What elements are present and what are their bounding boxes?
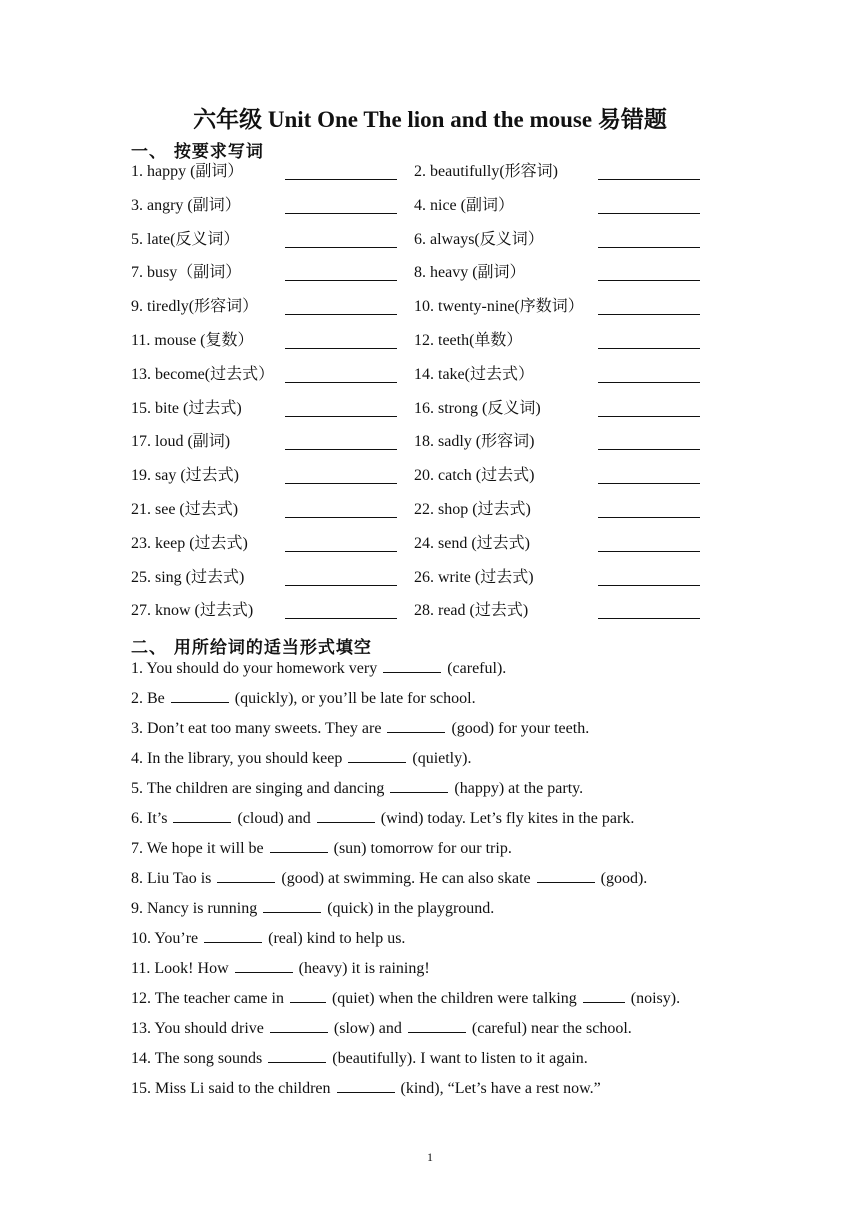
sentence-text: 10. You’re bbox=[131, 930, 199, 947]
page-number: 1 bbox=[427, 1150, 433, 1164]
sentence-text: (real) kind to help us. bbox=[268, 930, 406, 947]
answer-blank[interactable] bbox=[263, 898, 321, 913]
sentence-text: (heavy) it is raining! bbox=[298, 960, 430, 977]
answer-blank[interactable] bbox=[285, 247, 397, 248]
sentence-text: (quietly). bbox=[412, 750, 472, 767]
word-item: 19. say (过去式) bbox=[131, 467, 239, 485]
word-item: 26. write (过去式) bbox=[414, 568, 534, 586]
answer-blank[interactable] bbox=[268, 1048, 326, 1063]
answer-blank[interactable] bbox=[173, 808, 231, 823]
sentence-text: (quickly), or you’ll be late for school. bbox=[234, 690, 476, 707]
word-item: 15. bite (过去式) bbox=[131, 399, 242, 417]
answer-blank[interactable] bbox=[285, 382, 397, 383]
sentence-text: (cloud) and bbox=[237, 810, 311, 827]
word-item: 14. take(过去式） bbox=[414, 365, 534, 383]
worksheet-title: 六年级 Unit One The lion and the mouse 易错题 bbox=[193, 107, 667, 132]
answer-blank[interactable] bbox=[537, 868, 595, 883]
word-item: 11. mouse (复数） bbox=[131, 332, 254, 349]
answer-blank[interactable] bbox=[285, 213, 397, 214]
word-item: 12. teeth(单数） bbox=[414, 332, 523, 349]
answer-blank[interactable] bbox=[285, 416, 397, 417]
answer-blank[interactable] bbox=[598, 585, 700, 586]
word-item: 22. shop (过去式) bbox=[414, 501, 531, 518]
sentence-text: (good). bbox=[600, 870, 648, 887]
answer-blank[interactable] bbox=[290, 988, 326, 1003]
word-item: 20. catch (过去式) bbox=[414, 467, 535, 485]
answer-blank[interactable] bbox=[598, 213, 700, 214]
sentence-text: 14. The song sounds bbox=[131, 1050, 263, 1067]
sentence-text: 8. Liu Tao is bbox=[131, 870, 212, 887]
answer-blank[interactable] bbox=[408, 1018, 466, 1033]
fill-sentence bbox=[131, 958, 771, 988]
answer-blank[interactable] bbox=[270, 1018, 328, 1033]
sentence-text: (careful). bbox=[447, 660, 507, 677]
word-item: 28. read (过去式) bbox=[414, 602, 529, 620]
sentence-text: 1. You should do your homework very bbox=[131, 660, 378, 677]
answer-blank[interactable] bbox=[171, 688, 229, 703]
sentence-text: (quiet) when the children were talking bbox=[331, 990, 577, 1007]
word-item: 8. heavy (副词） bbox=[414, 264, 526, 282]
fill-sentence bbox=[131, 748, 771, 778]
answer-blank[interactable] bbox=[285, 179, 397, 180]
word-item: 5. late(反义词） bbox=[131, 230, 240, 248]
fill-in-list bbox=[131, 658, 771, 1108]
answer-blank[interactable] bbox=[317, 808, 375, 823]
word-item: 17. loud (副词) bbox=[131, 433, 231, 451]
answer-blank[interactable] bbox=[598, 179, 700, 180]
sentence-text: 3. Don’t eat too many sweets. They are bbox=[131, 720, 382, 737]
answer-blank[interactable] bbox=[235, 958, 293, 973]
word-item: 21. see (过去式) bbox=[131, 501, 239, 518]
fill-sentence bbox=[131, 778, 771, 808]
word-item: 24. send (过去式) bbox=[414, 534, 530, 552]
answer-blank[interactable] bbox=[337, 1078, 395, 1093]
fill-sentence bbox=[131, 838, 771, 868]
answer-blank[interactable] bbox=[598, 416, 700, 417]
sentence-text: 7. We hope it will be bbox=[131, 840, 264, 857]
answer-blank[interactable] bbox=[285, 517, 397, 518]
answer-blank[interactable] bbox=[598, 618, 700, 619]
sentence-text: 5. The children are singing and dancing bbox=[131, 780, 385, 797]
word-item: 23. keep (过去式) bbox=[131, 534, 248, 552]
fill-sentence bbox=[131, 808, 771, 838]
answer-blank[interactable] bbox=[598, 348, 700, 349]
sentence-text: (slow) and bbox=[333, 1020, 402, 1037]
fill-sentence bbox=[131, 1018, 771, 1048]
sentence-text: 6. It’s bbox=[131, 810, 168, 827]
answer-blank[interactable] bbox=[348, 748, 406, 763]
sentence-text: (good) for your teeth. bbox=[451, 720, 590, 737]
answer-blank[interactable] bbox=[285, 449, 397, 450]
sentence-text: (sun) tomorrow for our trip. bbox=[333, 840, 512, 857]
sentence-text: 13. You should drive bbox=[131, 1020, 264, 1037]
word-item: 9. tiredly(形容词） bbox=[131, 298, 259, 316]
word-item: 27. know (过去式) bbox=[131, 602, 254, 620]
answer-blank[interactable] bbox=[598, 449, 700, 450]
fill-sentence bbox=[131, 1078, 771, 1108]
answer-blank[interactable] bbox=[204, 928, 262, 943]
fill-sentence bbox=[131, 1048, 771, 1078]
sentence-text: (wind) today. Let’s fly kites in the park. bbox=[380, 810, 635, 827]
answer-blank[interactable] bbox=[598, 551, 700, 552]
sentence-text: 15. Miss Li said to the children bbox=[131, 1080, 331, 1097]
sentence-text: 2. Be bbox=[131, 690, 165, 707]
answer-blank[interactable] bbox=[285, 618, 397, 619]
fill-sentence bbox=[131, 658, 771, 688]
answer-blank[interactable] bbox=[285, 314, 397, 315]
answer-blank[interactable] bbox=[285, 348, 397, 349]
word-item: 3. angry (副词） bbox=[131, 196, 241, 214]
answer-blank[interactable] bbox=[285, 551, 397, 552]
answer-blank[interactable] bbox=[270, 838, 328, 853]
word-item: 25. sing (过去式) bbox=[131, 568, 245, 586]
sentence-text: 9. Nancy is running bbox=[131, 900, 258, 917]
fill-sentence bbox=[131, 688, 771, 718]
answer-blank[interactable] bbox=[285, 483, 397, 484]
word-item: 10. twenty-nine(序数词） bbox=[414, 298, 584, 316]
word-item: 1. happy (副词） bbox=[131, 163, 244, 180]
section2-heading: 二、 用所给词的适当形式填空 bbox=[131, 638, 372, 658]
answer-blank[interactable] bbox=[285, 280, 397, 281]
word-item: 2. beautifully(形容词) bbox=[414, 163, 558, 180]
word-item: 18. sadly (形容词) bbox=[414, 433, 535, 451]
answer-blank[interactable] bbox=[583, 988, 625, 1003]
answer-blank[interactable] bbox=[285, 585, 397, 586]
word-item: 16. strong (反义词) bbox=[414, 399, 541, 417]
sentence-text: (noisy). bbox=[630, 990, 681, 1007]
fill-sentence bbox=[131, 898, 771, 928]
answer-blank[interactable] bbox=[217, 868, 275, 883]
word-item: 13. become(过去式） bbox=[131, 365, 275, 383]
fill-sentence bbox=[131, 718, 771, 748]
sentence-text: (happy) at the party. bbox=[454, 780, 584, 797]
section1-heading: 一、 按要求写词 bbox=[131, 142, 264, 162]
fill-sentence bbox=[131, 868, 771, 898]
sentence-text: 11. Look! How bbox=[131, 960, 229, 977]
answer-blank[interactable] bbox=[390, 778, 448, 793]
answer-blank[interactable] bbox=[383, 658, 441, 673]
sentence-text: (kind), “Let’s have a rest now.” bbox=[400, 1080, 601, 1097]
word-item: 7. busy（副词） bbox=[131, 264, 242, 282]
answer-blank[interactable] bbox=[598, 382, 700, 383]
sentence-text: 4. In the library, you should keep bbox=[131, 750, 343, 767]
sentence-text: (careful) near the school. bbox=[471, 1020, 632, 1037]
sentence-text: (good) at swimming. He can also skate bbox=[281, 870, 531, 887]
word-item: 4. nice (副词） bbox=[414, 196, 514, 214]
fill-sentence bbox=[131, 928, 771, 958]
answer-blank[interactable] bbox=[387, 718, 445, 733]
word-item: 6. always(反义词） bbox=[414, 230, 544, 248]
answer-blank[interactable] bbox=[598, 517, 700, 518]
fill-sentence bbox=[131, 988, 771, 1018]
answer-blank[interactable] bbox=[598, 314, 700, 315]
answer-blank[interactable] bbox=[598, 483, 700, 484]
answer-blank[interactable] bbox=[598, 247, 700, 248]
sentence-text: (beautifully). I want to listen to it again. bbox=[332, 1050, 588, 1067]
sentence-text: (quick) in the playground. bbox=[327, 900, 495, 917]
sentence-text: 12. The teacher came in bbox=[131, 990, 284, 1007]
answer-blank[interactable] bbox=[598, 280, 700, 281]
